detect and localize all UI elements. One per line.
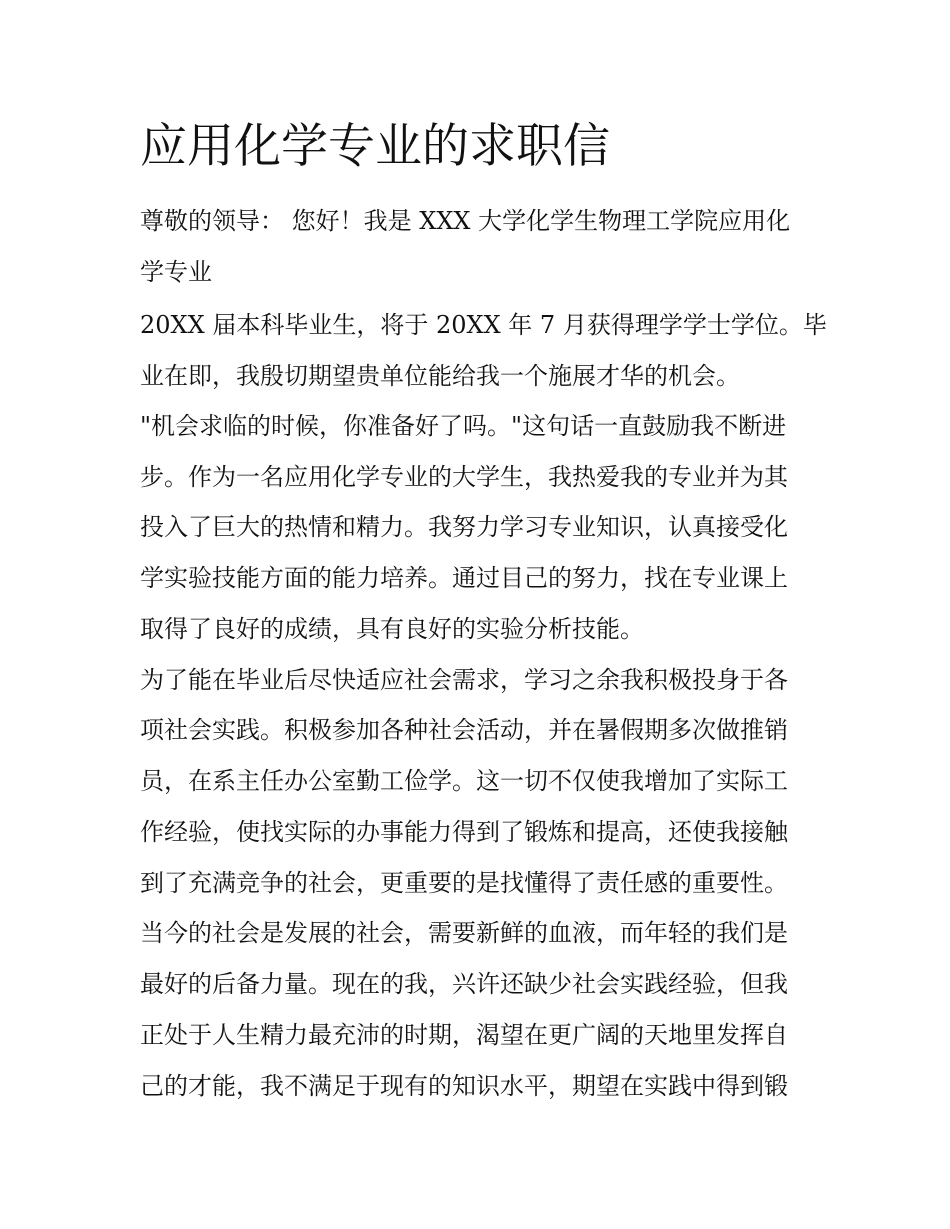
body-line: 取得了良好的成绩，具有良好的实验分析技能。 <box>140 615 644 643</box>
body-line: 正处于人生精力最充沛的时期，渴望在更广阔的天地里发挥自 <box>140 1021 788 1049</box>
body-line: 为了能在毕业后尽快适应社会需求，学习之余我积极投身于各 <box>140 666 788 694</box>
body-line: 当今的社会是发展的社会，需要新鲜的血液，而年轻的我们是 <box>140 919 788 947</box>
body-line: 学实验技能方面的能力培养。通过目己的努力，找在专业课上 <box>140 564 788 592</box>
body-line: 尊敬的领导： 您好！我是 XXX 大学化学生物理工学院应用化 <box>140 207 791 235</box>
body-line: 步。作为一名应用化学专业的大学生，我热爱我的专业并为其 <box>140 463 788 491</box>
body-line: 员，在系主任办公室勤工俭学。这一切不仅使我增加了实际工 <box>140 767 788 795</box>
body-line: "机会求临的时候，你准备好了吗。"这句话一直鼓励我不断进 <box>140 412 787 440</box>
body-line: 投入了巨大的热情和精力。我努力学习专业知识，认真接受化 <box>140 513 788 541</box>
body-line: 20XX 届本科毕业生，将于 20XX 年 7 月获得理学学士学位。毕 <box>140 311 827 339</box>
body-line: 作经验，使找实际的办事能力得到了锻炼和提高，还使我接触 <box>140 818 788 846</box>
body-line: 最好的后备力量。现在的我，兴许还缺少社会实践经验，但我 <box>140 970 788 998</box>
body-line: 己的才能，我不满足于现有的知识水平，期望在实践中得到锻 <box>140 1072 788 1100</box>
body-line: 业在即，我殷切期望贵单位能给我一个施展才华的机会。 <box>140 362 740 390</box>
document-title: 应用化学专业的求职信 <box>140 119 610 174</box>
body-line: 项社会实践。积极参加各种社会活动，并在暑假期多次做推销 <box>140 716 788 744</box>
body-line: 学专业 <box>140 258 212 286</box>
body-line: 到了充满竞争的社会，更重要的是找懂得了责任感的重要性。 <box>140 869 788 897</box>
